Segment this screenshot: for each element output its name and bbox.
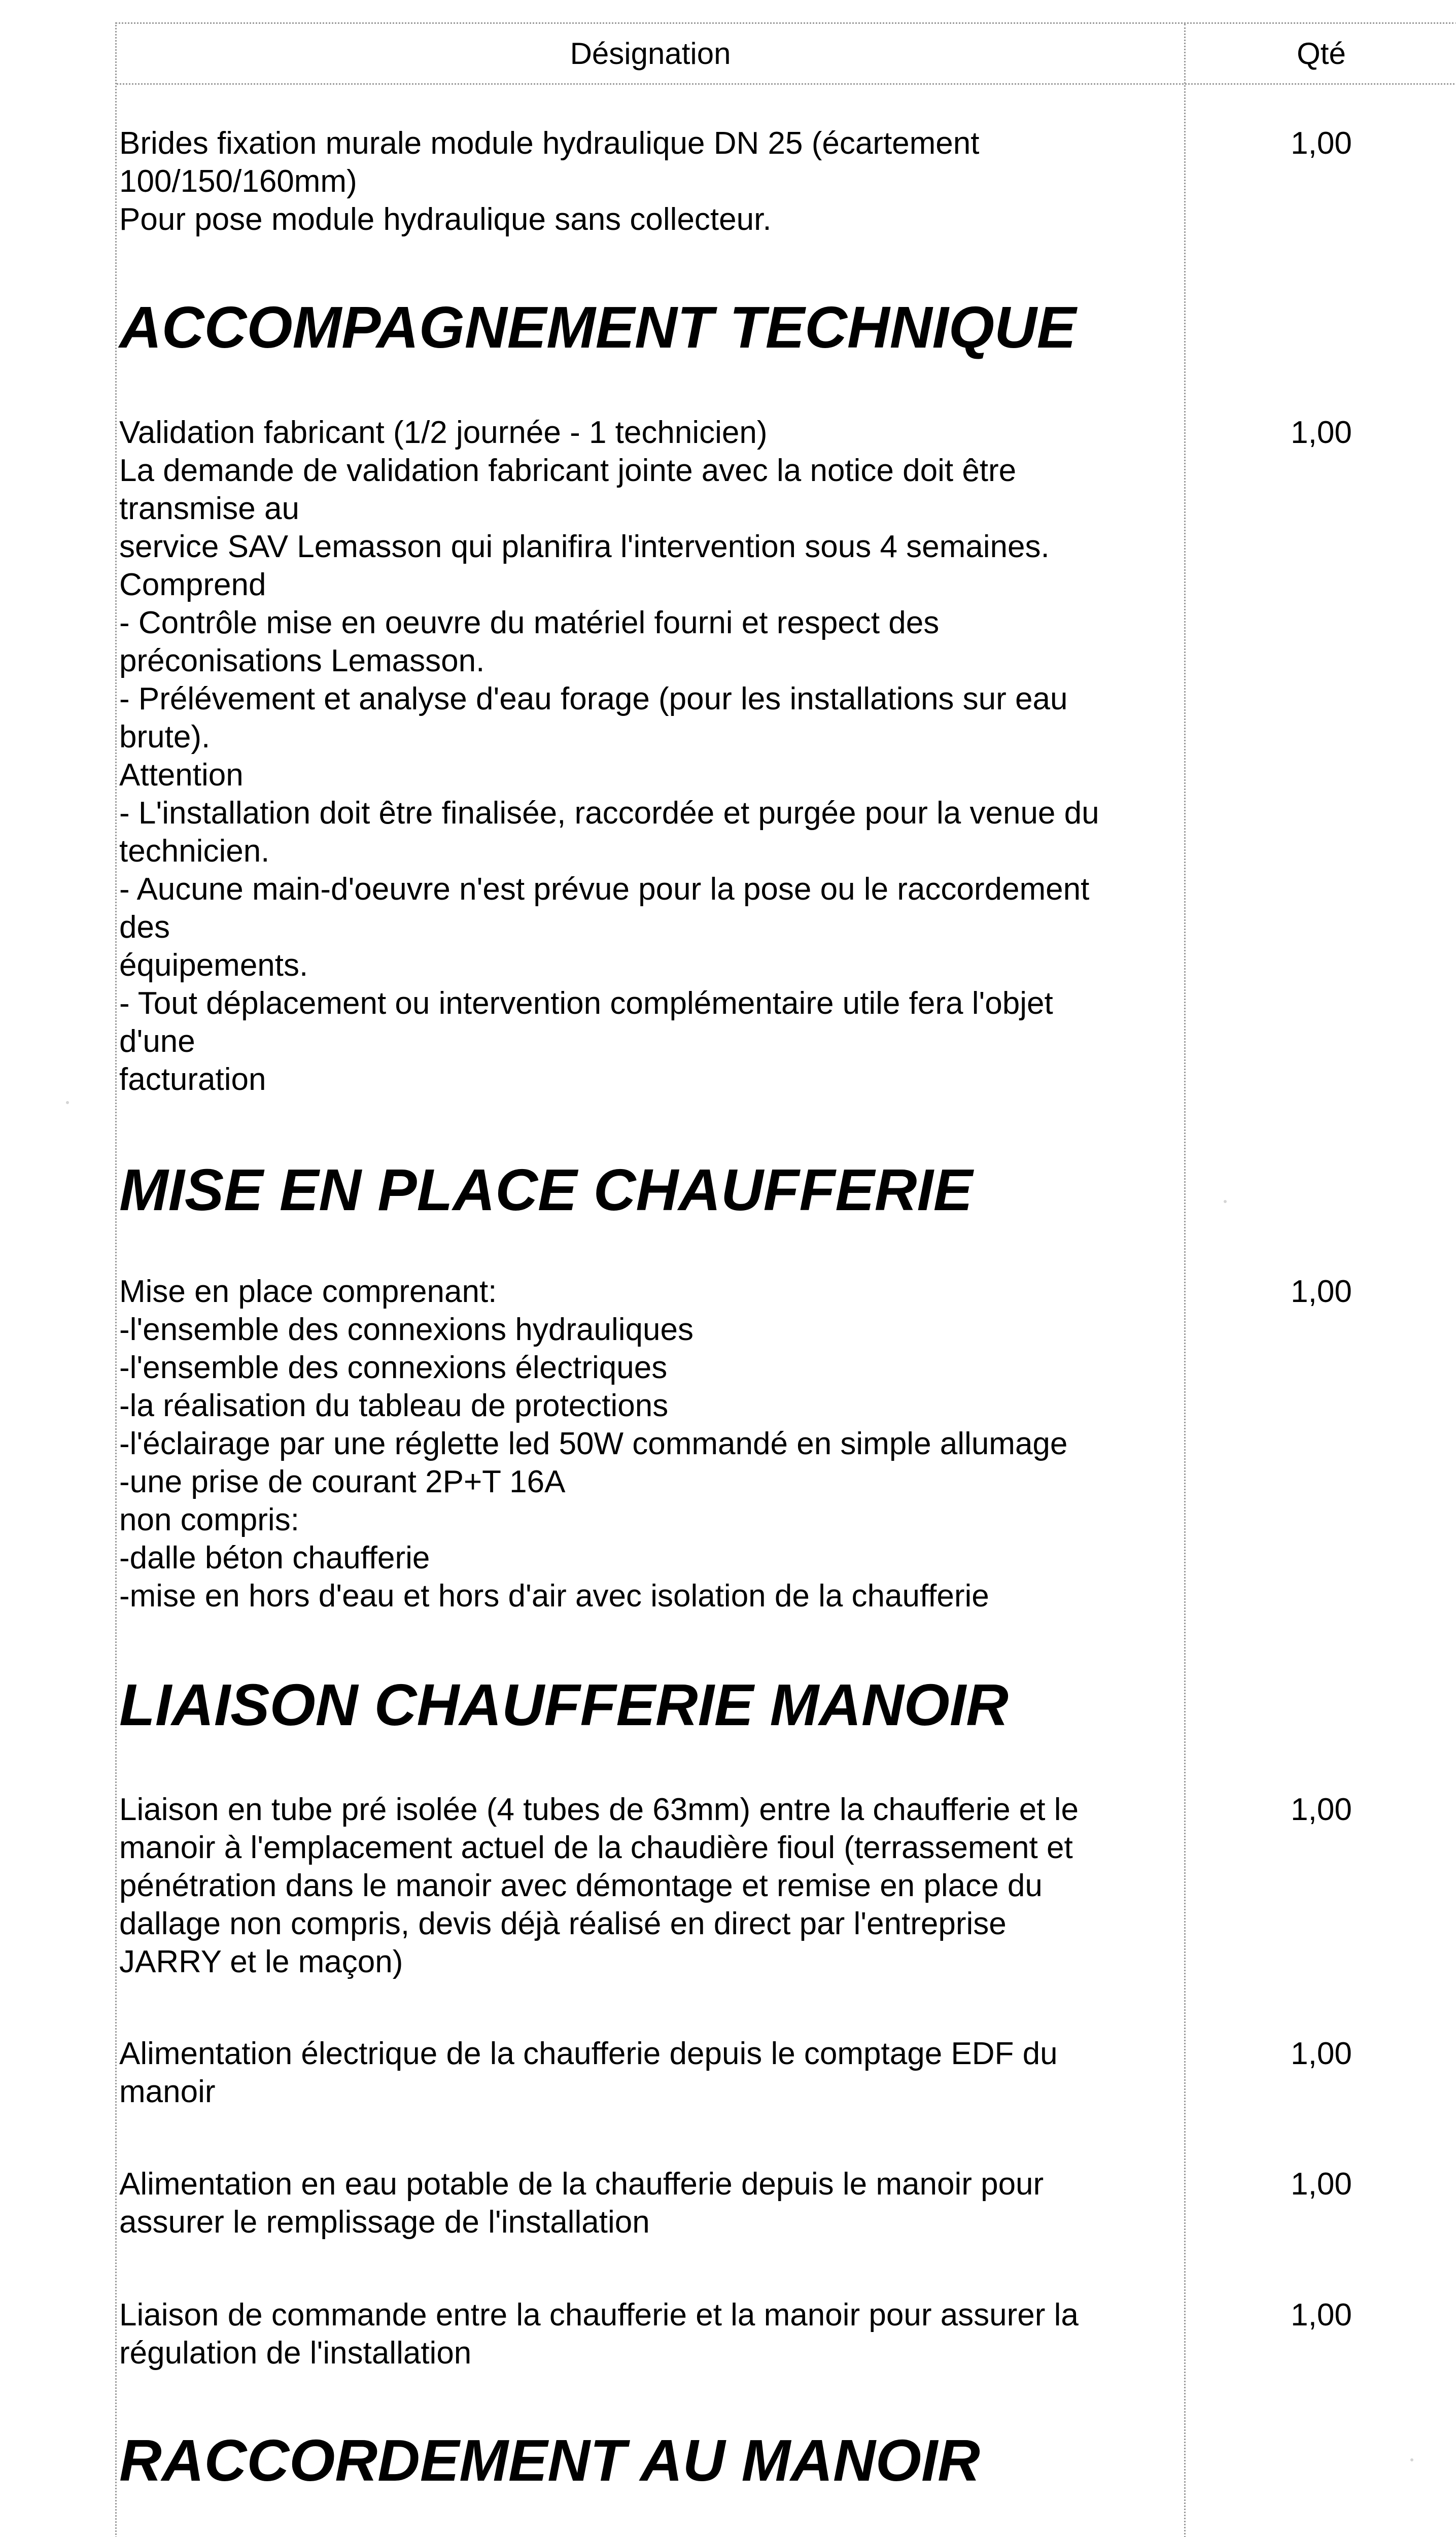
description-line: brute). xyxy=(119,719,211,755)
description-line: Mise en place comprenant: xyxy=(119,1274,497,1309)
description-line: -l'ensemble des connexions hydrauliques xyxy=(119,1312,694,1347)
description-line: assurer le remplissage de l'installation xyxy=(119,2205,650,2240)
description-line: - Contrôle mise en oeuvre du matériel fourni et respect des xyxy=(119,605,940,640)
section-title: RACCORDEMENT AU MANOIR xyxy=(119,2427,980,2493)
description-line: - Aucune main-d'oeuvre n'est prévue pour la pose ou le raccordement xyxy=(119,872,1090,907)
header-qty: Qté xyxy=(1297,37,1346,71)
description-line: -dalle béton chaufferie xyxy=(119,1540,430,1575)
table-row-description xyxy=(119,414,1182,1099)
scan-speck xyxy=(66,1101,69,1104)
table-row-description xyxy=(119,1273,1182,1615)
description-line: La demande de validation fabricant jointe avec la notice doit être xyxy=(119,453,1017,488)
description-line: préconisations Lemasson. xyxy=(119,643,485,678)
table-row-qty: 1,00 xyxy=(1291,415,1352,450)
table-row-description xyxy=(119,2296,1182,2372)
description-line: Liaison en tube pré isolée (4 tubes de 63mm) entre la chaufferie et le xyxy=(119,1792,1079,1827)
description-line: Alimentation en eau potable de la chaufferie depuis le manoir pour xyxy=(119,2167,1044,2202)
description-line: JARRY et le maçon) xyxy=(119,1944,403,1979)
description-line: équipements. xyxy=(119,948,308,983)
description-line: manoir à l'emplacement actuel de la chaudière fioul (terrassement et xyxy=(119,1830,1073,1865)
description-line: Validation fabricant (1/2 journée - 1 technicien) xyxy=(119,415,768,450)
quote-table xyxy=(115,22,1456,2537)
description-line: -une prise de courant 2P+T 16A xyxy=(119,1464,566,1499)
section-title: MISE EN PLACE CHAUFFERIE xyxy=(119,1157,973,1223)
description-line: -la réalisation du tableau de protections xyxy=(119,1388,669,1423)
table-row-description xyxy=(119,2035,1182,2111)
description-line: pénétration dans le manoir avec démontage et remise en place du xyxy=(119,1868,1043,1903)
description-line: -mise en hors d'eau et hors d'air avec isolation de la chaufferie xyxy=(119,1579,989,1614)
description-line: transmise au xyxy=(119,491,299,526)
table-row-qty: 1,00 xyxy=(1291,126,1352,161)
table-row-qty: 1,00 xyxy=(1291,2167,1352,2202)
description-line: -l'ensemble des connexions électriques xyxy=(119,1350,668,1385)
table-row-qty: 1,00 xyxy=(1291,2298,1352,2333)
table-row-qty: 1,00 xyxy=(1291,1792,1352,1827)
description-line: Brides fixation murale module hydraulique DN 25 (écartement xyxy=(119,126,980,161)
description-line: non compris: xyxy=(119,1502,299,1537)
description-line: régulation de l'installation xyxy=(119,2336,472,2371)
description-line: Comprend xyxy=(119,567,266,602)
table-row-qty: 1,00 xyxy=(1291,2036,1352,2071)
table-row-description xyxy=(119,1791,1182,1981)
description-line: - Tout déplacement ou intervention complémentaire utile fera l'objet xyxy=(119,986,1053,1021)
description-line: Alimentation électrique de la chaufferie depuis le comptage EDF du xyxy=(119,2036,1058,2071)
description-line: technicien. xyxy=(119,834,270,869)
description-line: Pour pose module hydraulique sans collecteur. xyxy=(119,202,772,237)
description-line: des xyxy=(119,910,170,945)
description-line: manoir xyxy=(119,2074,216,2109)
description-line: 100/150/160mm) xyxy=(119,164,357,199)
scan-speck xyxy=(1224,1200,1227,1203)
description-line: -l'éclairage par une réglette led 50W commandé en simple allumage xyxy=(119,1426,1068,1461)
description-line: Attention xyxy=(119,758,244,793)
description-line: service SAV Lemasson qui planifira l'intervention sous 4 semaines. xyxy=(119,529,1050,564)
section-title: ACCOMPAGNEMENT TECHNIQUE xyxy=(119,294,1077,360)
description-line: - Prélévement et analyse d'eau forage (pour les installations sur eau xyxy=(119,681,1068,716)
table-row-description xyxy=(119,2165,1182,2241)
description-line: Liaison de commande entre la chaufferie et la manoir pour assurer la xyxy=(119,2298,1079,2333)
description-line: d'une xyxy=(119,1024,195,1059)
table-row-description xyxy=(119,124,1182,238)
description-line: dallage non compris, devis déjà réalisé en direct par l'entreprise xyxy=(119,1906,1007,1941)
header-designation: Désignation xyxy=(570,37,731,71)
table-header xyxy=(117,24,1456,85)
section-title: LIAISON CHAUFFERIE MANOIR xyxy=(119,1672,1009,1738)
table-row-qty: 1,00 xyxy=(1291,1274,1352,1309)
description-line: facturation xyxy=(119,1062,266,1097)
description-line: - L'installation doit être finalisée, raccordée et purgée pour la venue du xyxy=(119,796,1099,831)
scan-speck xyxy=(1410,2458,1413,2461)
